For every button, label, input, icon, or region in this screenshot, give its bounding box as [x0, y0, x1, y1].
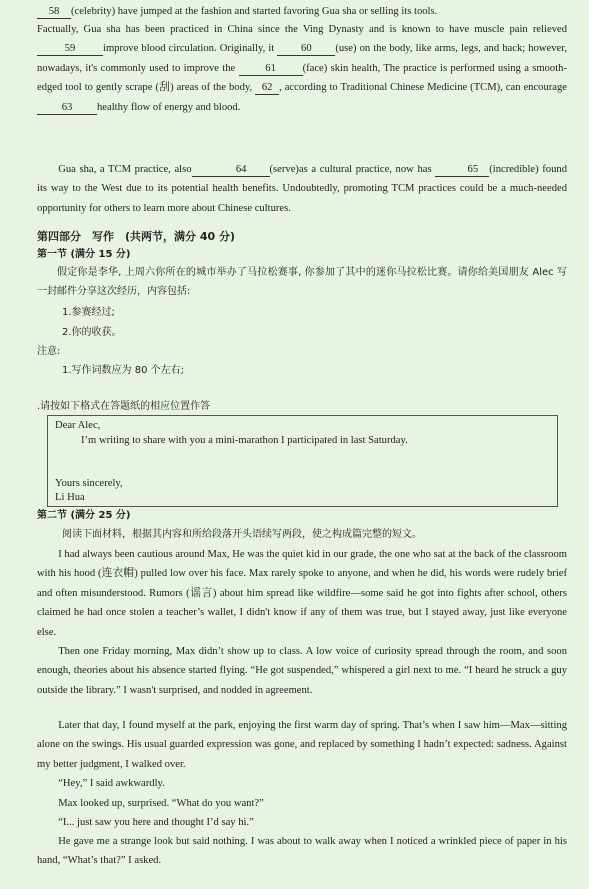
cloze-p2-seg-b: (serve)as a cultural practice, now has [269, 164, 436, 175]
letter-signature: Li Hua [55, 492, 85, 503]
cloze-line-1-text: (celebrity) have jumped at the fashion and started favoring Gua sha or selling its tools. [71, 6, 438, 17]
letter-opening: I’m writing to share with you a mini-marathon I participated in last Saturday. [81, 435, 408, 446]
blank-64: 64 [192, 164, 270, 177]
prompt-item-2: 2.你的收获。 [62, 327, 122, 338]
section1-prompt: 假定你是李华, 上周六你所在的城市举办了马拉松赛事, 你参加了其中的迷你马拉松比赛。请你给美国朋友 Alec 写一封邮件分享这次经历，内容包括: [37, 267, 567, 297]
cloze-seg-a: pain relieved [509, 24, 567, 35]
format-instruction: .请按如下格式在答题纸的相应位置作答 [37, 401, 211, 412]
story-paragraph-6: “I... just saw you here and thought I’d say hi.” [58, 817, 254, 828]
writing-heading: 第四部分 写作 (共两节，满分 40 分) [37, 230, 236, 243]
cloze-p2-seg-a: Gua sha, a TCM practice, also [58, 164, 192, 175]
letter-template-box [47, 415, 558, 507]
cloze-p2-seg-c: (incredible) found its way to the West due to its potential health benefits. Undoubtedly, promoting TCM practices could be a much-needed opportunity for others to learn more about Chinese cultures. [37, 164, 567, 214]
blank-59: 59 [37, 43, 103, 56]
story-paragraph-1: I had always been cautious around Max, He was the quiet kid in our grade, the one who sat at the back of the classroom with his hood (连衣帽) pulled low over his face. Max rarely spoke to anyone, and when he did, his words were rudely brief and often misunderstood. Rumors (谣言) about him spread like wildfire—some said he got into fights after school, others claimed he had once stolen a teacher’s wallet, I didn't know if any of them was true, but I stayed away, just like everyone else. [37, 549, 567, 638]
cloze-seg-c: (use) on the body, like arms, legs, and back; however, nowadays, it's commonly used to improve the [37, 43, 567, 74]
note-label: 注意: [37, 346, 61, 357]
story-paragraph-2: Then one Friday morning, Max didn’t show up to class. A low voice of curiosity spread through the room, and soon enough, theories about his absence started flying. “He got suspended,” whispered a girl next to me. “I heard he struck a guy outside the library.” I wasn't surprised, and nodded in agreement. [37, 646, 567, 696]
story-paragraph-4: “Hey,” I said awkwardly. [58, 778, 165, 789]
story-paragraph-7: He gave me a strange look but said nothing. I was about to walk away when I noticed a wrinkled piece of paper in his hand, “What’s that?” I asked. [37, 836, 567, 867]
cloze-seg-b: improve blood circulation. Originally, it [103, 43, 278, 55]
prompt-item-1: 1.参赛经过; [62, 307, 115, 318]
section2-title: 第二节 (满分 25 分) [37, 510, 131, 521]
blank-63: 63 [37, 102, 97, 115]
cloze-seg-e: , according to Traditional Chinese Medicine (TCM), can encourage [279, 82, 567, 94]
story-paragraph-3: Later that day, I found myself at the park, enjoying the first warm day of spring. That’s when I saw him—Max—sitting alone on the swings. His usual guarded expression was gone, and replaced by something I hadn’t expected: sadness. Against my better judgment, I walked over. [37, 720, 567, 770]
letter-closing: Yours sincerely, [55, 478, 123, 489]
blank-61: 61 [239, 63, 303, 76]
blank-62: 62 [255, 82, 279, 95]
blank-60: 60 [277, 43, 335, 56]
story-paragraph-5: Max looked up, surprised. “What do you want?” [58, 798, 264, 809]
cloze-seg-d: (face) skin health, The practice is performed using a smooth-edged tool to gently scrape (刮) areas of the body, [37, 62, 567, 94]
cloze-line-1 [37, 4, 437, 20]
section2-prompt: 阅读下面材料，根据其内容和所给段落开头语续写两段，使之构成篇完整的短文。 [62, 529, 422, 540]
letter-greeting: Dear Alec, [55, 420, 101, 431]
cloze-seg-f: healthy flow of energy and blood. [97, 101, 241, 113]
cloze-paragraph-1 [37, 20, 567, 117]
cloze-paragraph-2 [37, 160, 567, 218]
note-1: 1.写作词数应为 80 个左右; [62, 365, 184, 376]
cloze-line-2: Factually, Gua sha has been practiced in China since the Ving Dynasty and is known to have muscle [37, 24, 505, 35]
section1-title: 第一节 (满分 15 分) [37, 249, 131, 260]
blank-58: 58 [37, 6, 71, 19]
blank-65: 65 [435, 164, 489, 177]
